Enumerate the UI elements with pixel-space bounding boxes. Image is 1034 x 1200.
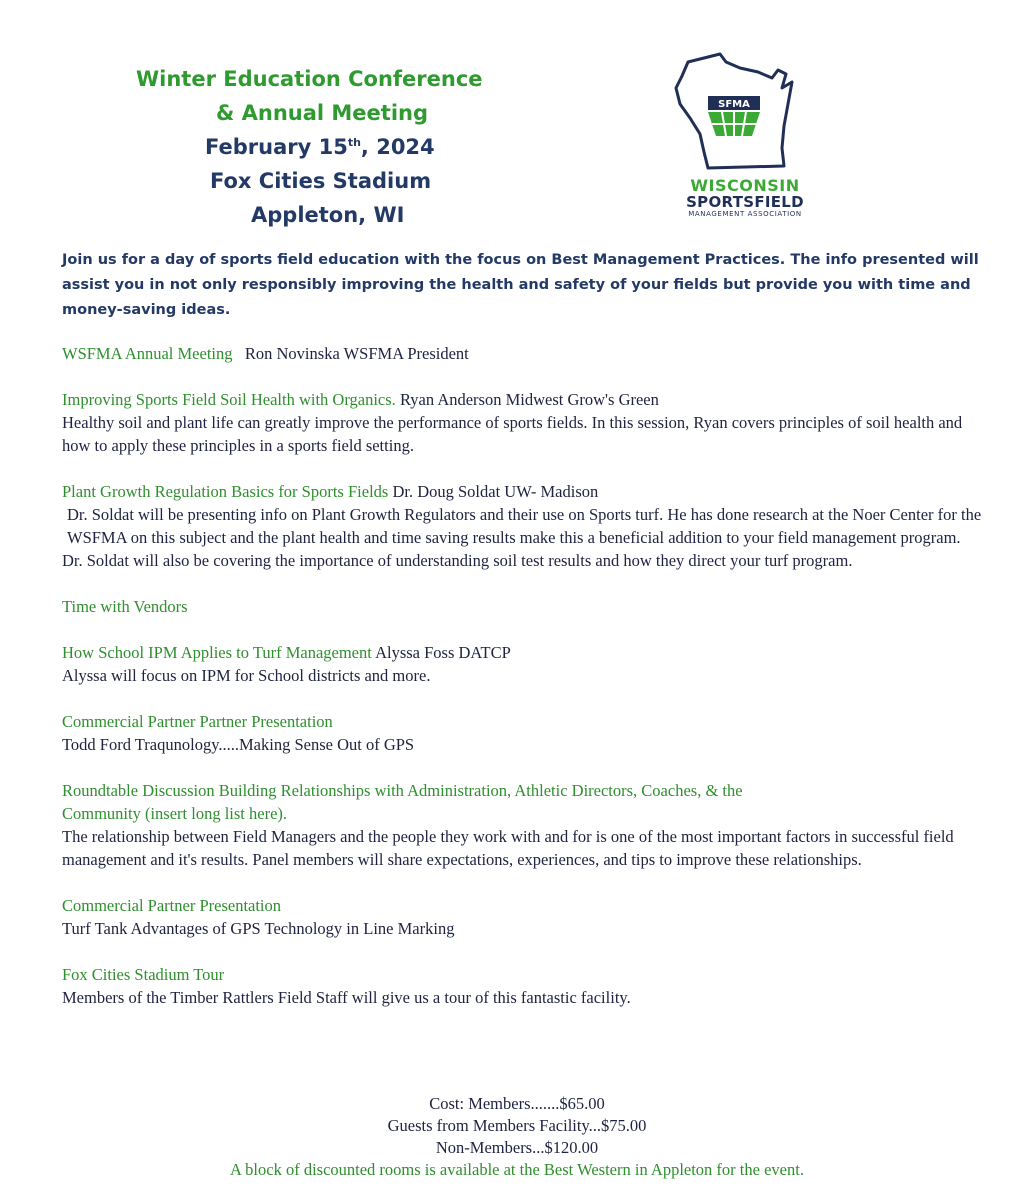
agenda-item-ipm — [62, 641, 982, 687]
event-venue: Fox Cities Stadium — [210, 169, 432, 193]
session-description: Todd Ford Traqunology.....Making Sense Out of GPS — [62, 735, 415, 754]
session-description: Members of the Timber Rattlers Field Staff will give us a tour of this fantastic facility. — [62, 988, 631, 1007]
agenda-item-soil-health — [62, 388, 982, 457]
session-description: Healthy soil and plant life can greatly improve the performance of sports fields. In this session, Ryan covers principles of soil health and how to apply these principles in a sports field setting. — [62, 413, 963, 455]
header — [0, 0, 1034, 240]
cost-section — [0, 1093, 1034, 1181]
intro-paragraph: Join us for a day of sports field education with the focus on Best Management Practices. The info presented will assist you in not only responsibly improving the health and safety of your fields but provide you with time and money-saving ideas. — [62, 252, 979, 318]
cost-members: Cost: Members.......$65.00 — [429, 1094, 605, 1113]
session-title: How School IPM Applies to Turf Management — [62, 643, 372, 662]
session-speaker: Ryan Anderson Midwest Grow's Green — [399, 390, 659, 409]
session-description-2: Dr. Soldat will also be covering the importance of understanding soil test results and how they direct your turf program. — [62, 551, 853, 570]
event-subtitle: & Annual Meeting — [216, 101, 429, 125]
session-title: Commercial Partner Partner Presentation — [62, 712, 333, 731]
hotel-note: A block of discounted rooms is available at the Best Western in Appleton for the event. — [230, 1160, 804, 1179]
session-title: Commercial Partner Presentation — [62, 896, 282, 915]
agenda — [62, 342, 982, 1032]
date-prefix: February 15 — [205, 135, 348, 159]
date-suffix: , 2024 — [360, 135, 435, 159]
agenda-item-roundtable — [62, 779, 982, 871]
logo-badge: SFMA — [718, 99, 750, 110]
agenda-item-plant-growth — [62, 480, 982, 572]
session-speaker: Dr. Doug Soldat UW- Madison — [392, 482, 599, 501]
cost-guests: Guests from Members Facility...$75.00 — [387, 1116, 647, 1135]
event-date — [120, 130, 580, 164]
session-speaker: Alyssa Foss DATCP — [375, 643, 511, 662]
session-title-2: Community (insert long list here). — [62, 804, 288, 823]
cost-nonmembers: Non-Members...$120.00 — [435, 1138, 599, 1157]
session-description: Alyssa will focus on IPM for School districts and more. — [62, 666, 431, 685]
agenda-item-partner-presentation-1 — [62, 710, 982, 756]
session-description: The relationship between Field Managers and the people they work with and for is one of the most important factors in successful field management and it's results. Panel members will share expectations, experiences, and tips to improve these relationships. — [62, 827, 954, 869]
session-speaker: Ron Novinska WSFMA President — [244, 344, 469, 363]
agenda-item-vendors — [62, 595, 982, 618]
session-description: Turf Tank Advantages of GPS Technology in Line Marking — [62, 919, 455, 938]
wisconsin-map-icon — [660, 48, 830, 178]
logo-word-sportsfield: SPORTSFIELD — [686, 193, 804, 211]
logo-word-wisconsin: WISCONSIN — [690, 176, 800, 195]
event-title-block — [120, 62, 580, 232]
session-title: Time with Vendors — [62, 597, 188, 616]
session-title: Roundtable Discussion Building Relationships with Administration, Athletic Directors, Coaches, & the — [62, 781, 743, 800]
agenda-item-stadium-tour — [62, 963, 982, 1009]
agenda-item-partner-presentation-2 — [62, 894, 982, 940]
wsfma-logo — [660, 48, 830, 223]
date-sup: th — [347, 136, 361, 149]
agenda-item-annual-meeting — [62, 342, 982, 365]
session-title: Improving Sports Field Soil Health with Organics. — [62, 390, 396, 409]
event-city: Appleton, WI — [251, 203, 405, 227]
session-title: Plant Growth Regulation Basics for Sports Fields — [62, 482, 389, 501]
session-title: Fox Cities Stadium Tour — [62, 965, 225, 984]
logo-word-association: MANAGEMENT ASSOCIATION — [688, 210, 802, 218]
session-description: Dr. Soldat will be presenting info on Plant Growth Regulators and their use on Sports turf. He has done research at the Noer Center for the WSFMA on this subject and the plant health and time saving results make this a beneficial addition to your field management program. — [67, 505, 982, 547]
session-title: WSFMA Annual Meeting — [62, 344, 233, 363]
event-title: Winter Education Conference — [136, 67, 483, 91]
